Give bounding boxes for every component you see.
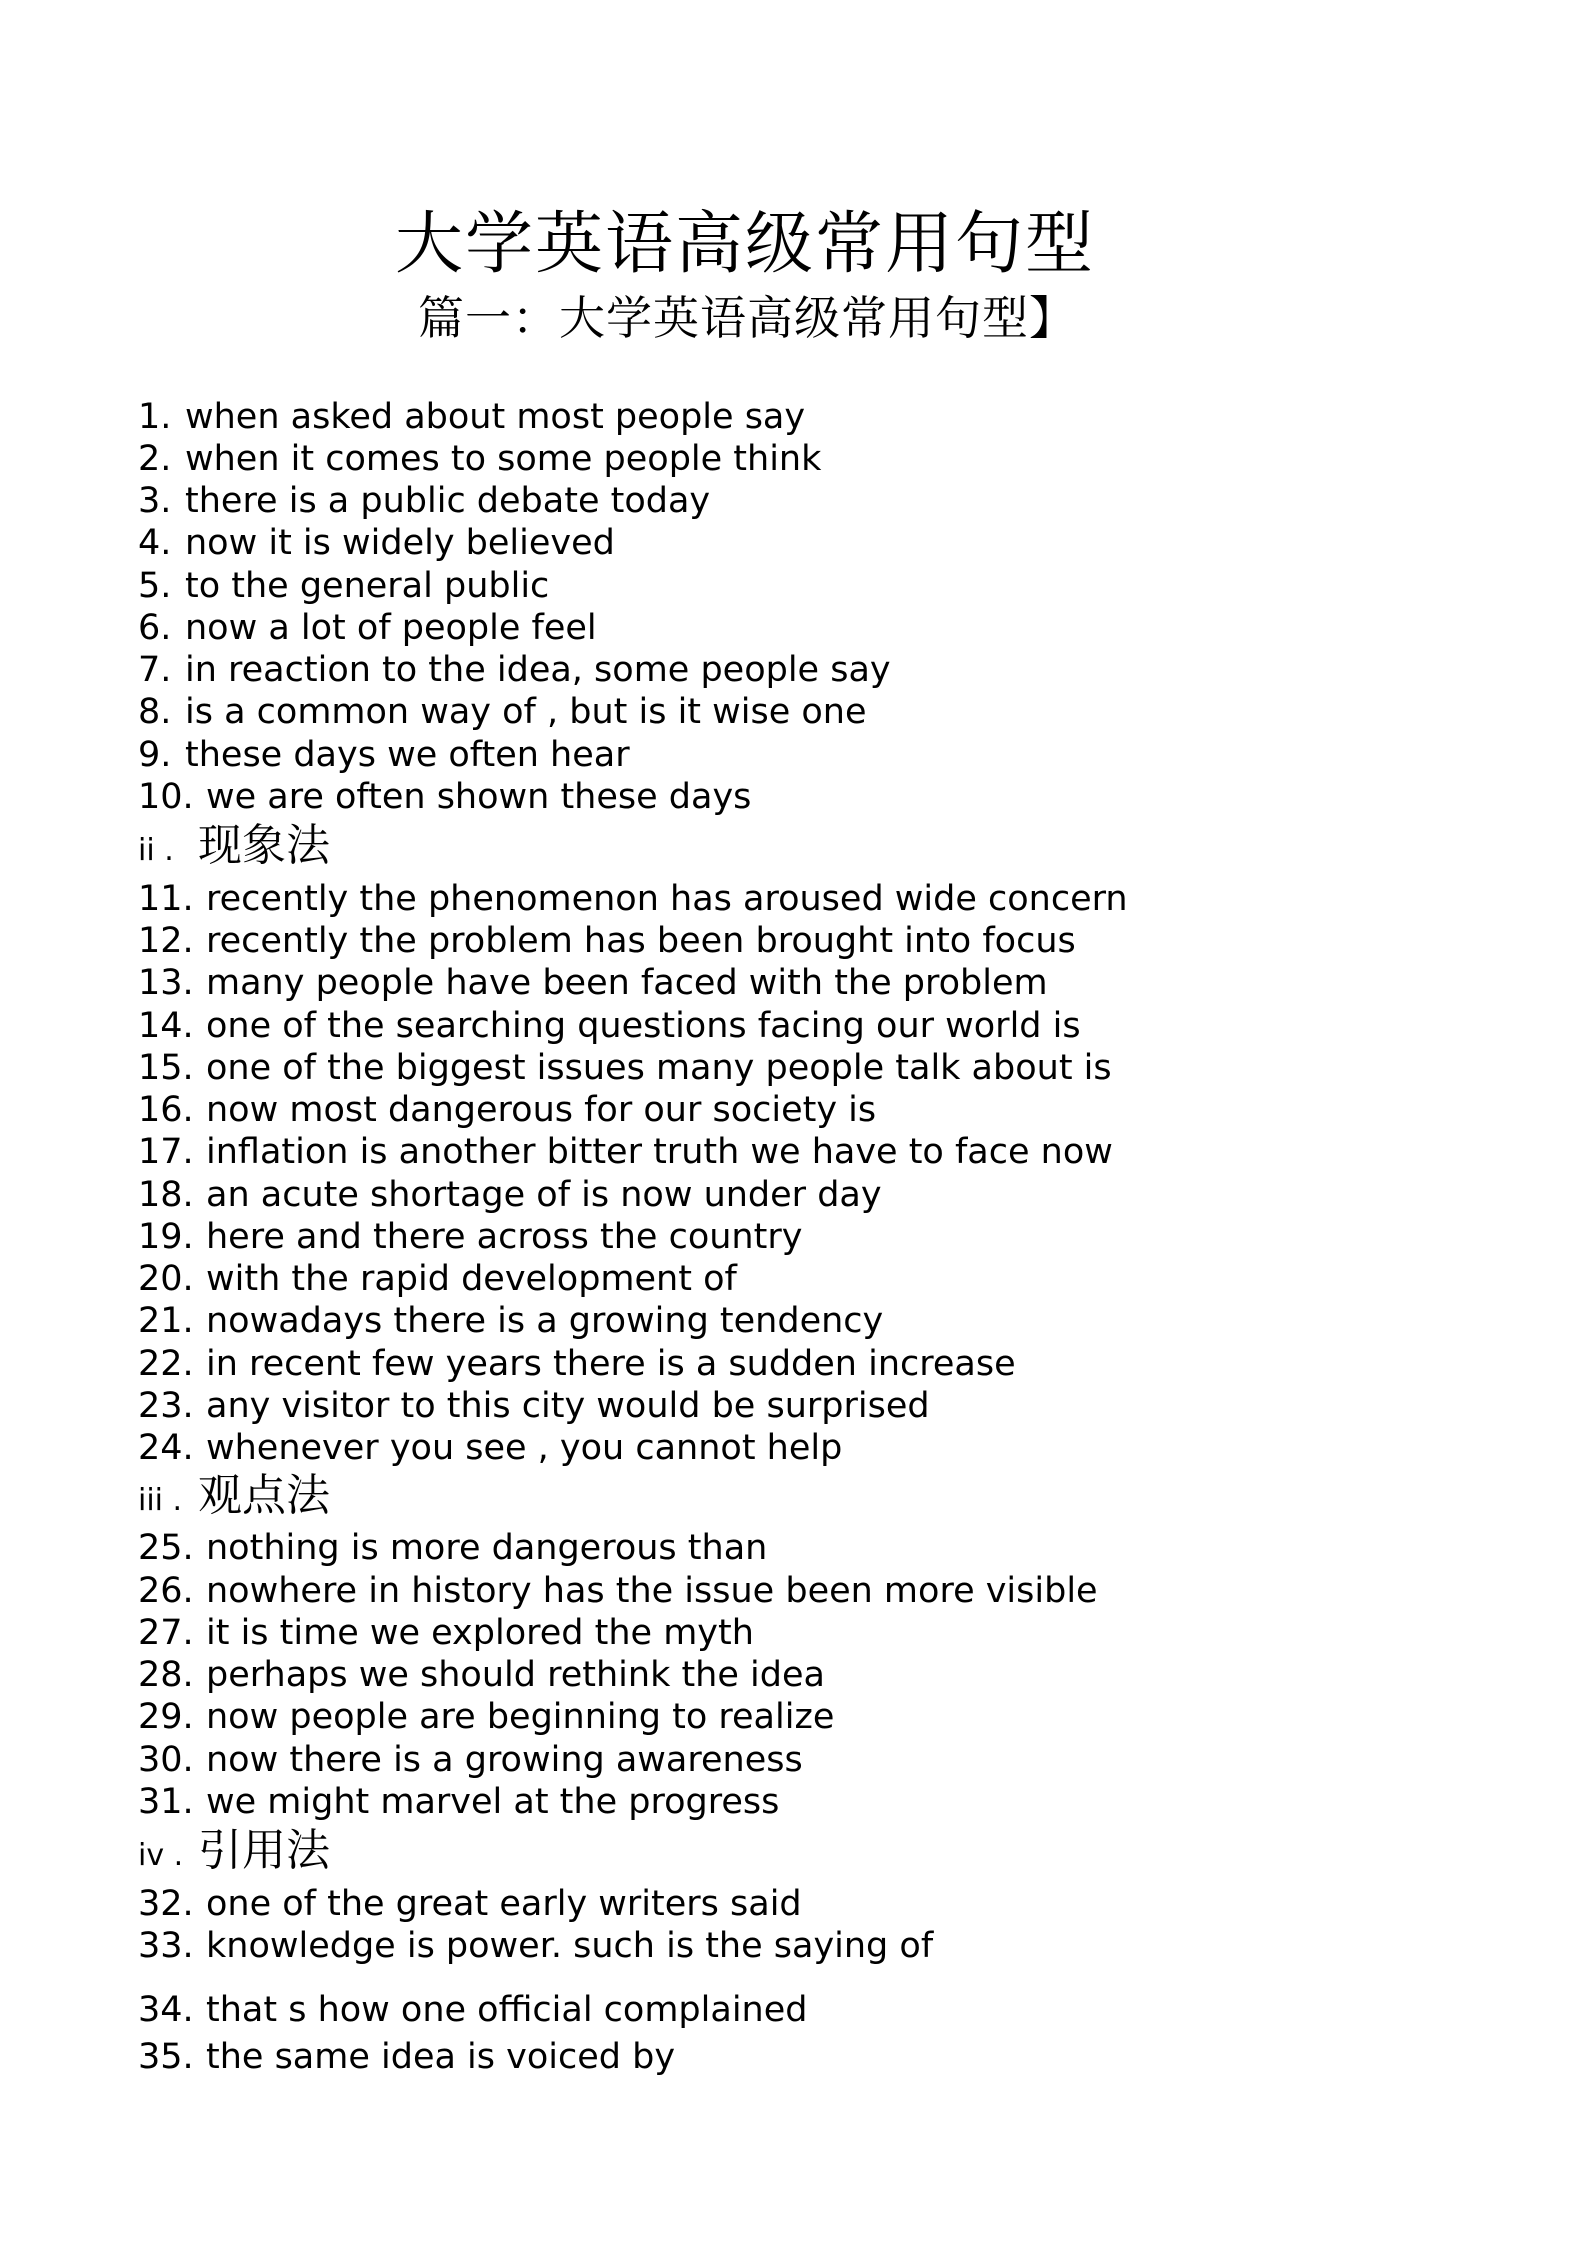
item-text: recently the problem has been brought into focus [206,921,1076,961]
item-text: when it comes to some people think [185,439,822,479]
item-text: in reaction to the idea, some people say [185,650,891,690]
item-text: is a common way of , but is it wise one [185,692,867,732]
list-item [138,608,597,648]
list-item [138,1740,803,1780]
list-item [138,921,1076,961]
item-text: any visitor to this city would be surprised [206,1386,930,1426]
list-item [138,777,751,817]
item-number: 5. [138,566,172,606]
list-item [138,1613,754,1653]
section-numeral: iv . [138,1838,184,1873]
section-heading [138,1826,330,1881]
item-number: 10. [138,777,194,817]
item-text: now it is widely believed [185,523,615,563]
item-text: now most dangerous for our society is [206,1090,877,1130]
item-number: 17. [138,1132,194,1172]
list-item [138,1006,1081,1046]
item-number: 28. [138,1655,194,1695]
item-text: whenever you see , you cannot help [206,1428,843,1468]
item-text: nowhere in history has the issue been more visible [206,1571,1098,1611]
item-number: 20. [138,1259,194,1299]
item-number: 19. [138,1217,194,1257]
section-title: 现象法 [198,820,330,871]
item-number: 16. [138,1090,194,1130]
item-number: 3. [138,481,172,521]
item-text: when asked about most people say [185,397,806,437]
item-number: 7. [138,650,172,690]
item-text: one of the great early writers said [206,1884,802,1924]
list-item [138,692,867,732]
item-text: there is a public debate today [185,481,711,521]
item-text: one of the biggest issues many people talk about is [206,1048,1112,1088]
item-text: an acute shortage of is now under day [206,1175,882,1215]
item-text: inflation is another bitter truth we have to face now [206,1132,1113,1172]
item-text: now a lot of people feel [185,608,597,648]
item-number: 22. [138,1344,194,1384]
item-number: 26. [138,1571,194,1611]
list-item [138,2037,675,2077]
list-item [138,566,549,606]
item-text: we are often shown these days [206,777,752,817]
list-item [138,1090,876,1130]
item-text: knowledge is power. such is the saying of [206,1926,934,1966]
item-text: in recent few years there is a sudden increase [206,1344,1016,1384]
item-number: 2. [138,439,172,479]
list-item [138,1301,883,1341]
list-item [138,1782,779,1822]
list-item [138,1048,1112,1088]
list-item [138,481,710,521]
item-text: here and there across the country [206,1217,803,1257]
item-text: the same idea is voiced by [206,2037,676,2077]
list-item [138,1175,882,1215]
page-subtitle: 篇一：大学英语高级常用句型】 [418,291,1076,345]
list-item [138,1697,834,1737]
item-text: it is time we explored the myth [206,1613,754,1653]
item-number: 1. [138,397,172,437]
list-item [138,523,615,563]
item-text: these days we often hear [185,735,630,775]
list-item [138,397,805,437]
item-number: 14. [138,1006,194,1046]
item-number: 24. [138,1428,194,1468]
item-number: 11. [138,879,194,919]
list-item [138,1386,930,1426]
section-heading [138,1471,330,1526]
list-item [138,1571,1098,1611]
item-text: one of the searching questions facing our world is [206,1006,1081,1046]
item-number: 25. [138,1528,194,1568]
item-number: 23. [138,1386,194,1426]
item-number: 4. [138,523,172,563]
list-item [138,735,630,775]
item-number: 29. [138,1697,194,1737]
item-text: perhaps we should rethink the idea [206,1655,825,1695]
list-item [138,879,1128,919]
item-number: 35. [138,2037,194,2077]
item-number: 8. [138,692,172,732]
item-number: 13. [138,963,194,1003]
list-item [138,1926,933,1966]
item-text: now there is a growing awareness [206,1740,803,1780]
item-text: now people are beginning to realize [206,1697,835,1737]
item-text: that s how one official complained [206,1990,808,2030]
list-item [138,1132,1113,1172]
section-title: 引用法 [198,1825,330,1876]
item-number: 12. [138,921,194,961]
item-number: 6. [138,608,172,648]
list-item [138,1990,807,2030]
item-number: 27. [138,1613,194,1653]
page-title: 大学英语高级常用句型 [395,205,1096,284]
list-item [138,1344,1016,1384]
item-text: recently the phenomenon has aroused wide concern [206,879,1128,919]
list-item [138,1655,825,1695]
list-item [138,1528,767,1568]
item-text: to the general public [185,566,550,606]
item-text: nowadays there is a growing tendency [206,1301,884,1341]
list-item [138,963,1048,1003]
item-number: 9. [138,735,172,775]
list-item [138,1259,737,1299]
item-text: nothing is more dangerous than [206,1528,768,1568]
list-item [138,650,891,690]
section-numeral: ii . [138,833,174,868]
item-number: 18. [138,1175,194,1215]
section-numeral: iii . [138,1483,183,1518]
section-title: 观点法 [198,1470,330,1521]
list-item [138,1217,802,1257]
item-number: 34. [138,1990,194,2030]
section-heading [138,821,330,876]
item-number: 15. [138,1048,194,1088]
item-text: with the rapid development of [206,1259,737,1299]
list-item [138,1428,842,1468]
list-item [138,439,821,479]
item-number: 31. [138,1782,194,1822]
item-number: 30. [138,1740,194,1780]
list-item [138,1884,802,1924]
item-text: we might marvel at the progress [206,1782,780,1822]
item-number: 33. [138,1926,194,1966]
item-number: 21. [138,1301,194,1341]
item-text: many people have been faced with the problem [206,963,1048,1003]
item-number: 32. [138,1884,194,1924]
